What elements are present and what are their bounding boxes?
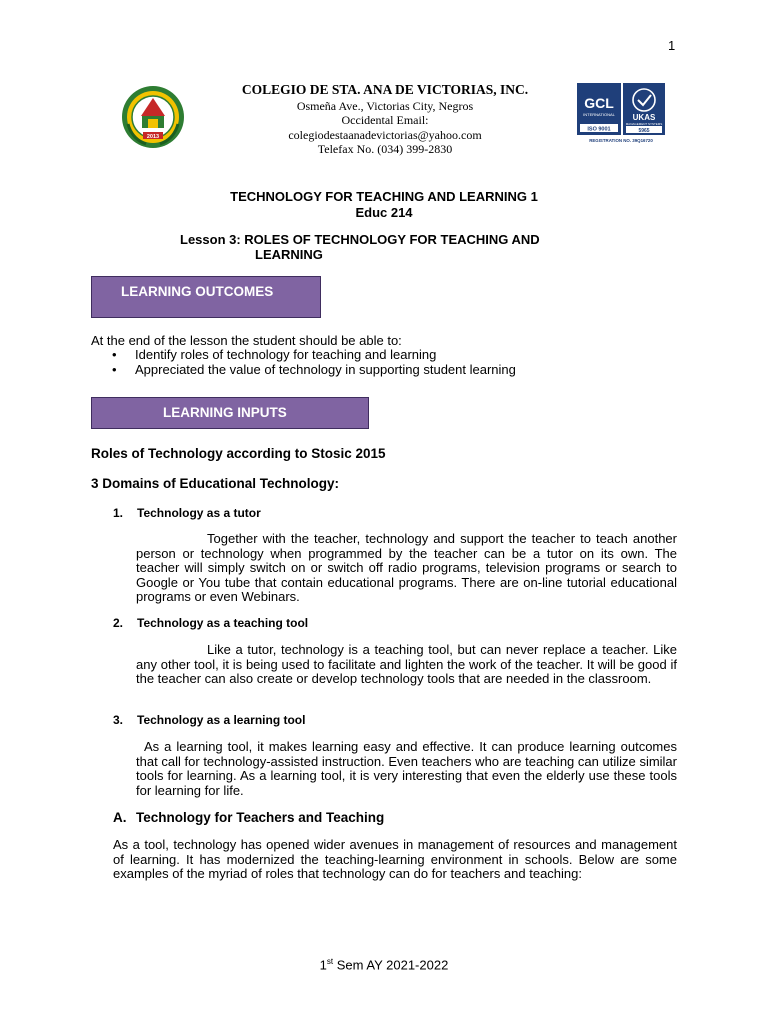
certification-logo xyxy=(576,82,666,144)
learning-inputs-box: LEARNING INPUTS xyxy=(91,397,369,429)
svg-text:MANAGEMENT SYSTEMS: MANAGEMENT SYSTEMS xyxy=(625,122,663,126)
list-item: • Identify roles of technology for teaching and learning xyxy=(110,348,516,363)
domain-item-1-body: Together with the teacher, technology and support the teacher to teach another person or technology when programmed by the teacher can be a tutor on its own. The teacher will simply switch on or switch off radio programs, television programs or search to Google or You tube that contain educational programs. There are on-line tutorial educational programs or even Webinars. xyxy=(136,531,677,604)
cert-gcl-text: GCL xyxy=(584,95,614,111)
learning-outcomes-box: LEARNING OUTCOMES xyxy=(91,276,321,318)
section-a-body: As a tool, technology has opened wider avenues in management of resources and management of learning. It has modernized the teaching-learning environment in schools. Below are some examples of the myriad of roles that technology can do for teachers and teaching: xyxy=(113,837,677,881)
svg-text:5965: 5965 xyxy=(638,127,650,134)
school-info xyxy=(190,83,580,157)
roles-heading: Roles of Technology according to Stosic 2015 xyxy=(91,446,386,461)
lesson-title-line-1: Lesson 3: ROLES OF TECHNOLOGY FOR TEACHING AND xyxy=(180,232,540,247)
course-code: Educ 214 xyxy=(355,205,413,220)
school-name: COLEGIO DE STA. ANA DE VICTORIAS, INC. xyxy=(241,82,529,97)
section-a-heading: A. Technology for Teachers and Teaching xyxy=(113,810,385,825)
outcomes-bullet-list xyxy=(110,348,516,377)
svg-text:REGISTRATION NO. 39Q16720: REGISTRATION NO. 39Q16720 xyxy=(589,138,653,143)
course-title: TECHNOLOGY FOR TEACHING AND LEARNING 1 xyxy=(230,189,538,204)
list-item: • Appreciated the value of technology in supporting student learning xyxy=(110,363,516,378)
domain-item-1-title: 1. Technology as a tutor xyxy=(113,506,261,520)
outcomes-intro: At the end of the lesson the student should be able to: xyxy=(91,333,402,348)
domains-heading: 3 Domains of Educational Technology: xyxy=(91,476,340,491)
page-number: 1 xyxy=(668,38,676,53)
domain-item-2-title: 2. Technology as a teaching tool xyxy=(113,616,309,630)
footer-semester: 1st Sem AY 2021-2022 xyxy=(319,957,449,973)
domain-item-3-title: 3. Technology as a learning tool xyxy=(113,713,306,727)
seal-year: 2013 xyxy=(146,134,160,140)
address-line-1: Osmeña Ave., Victorias City, Negros xyxy=(296,98,474,113)
svg-text:ISO 9001: ISO 9001 xyxy=(587,126,611,133)
school-seal-logo xyxy=(120,84,186,150)
svg-text:UKAS: UKAS xyxy=(632,113,656,122)
course-title-block xyxy=(0,189,768,221)
lesson-title-line-2: LEARNING xyxy=(255,247,323,262)
school-email: colegiodestaanadevictorias@yahoo.com xyxy=(288,127,482,142)
domain-item-3-body: As a learning tool, it makes learning easy and effective. It can produce learning outcomes that call for technology-assisted instruction. Even teachers who are teaching can utilize similar tools for learning. As a learning tool, it is very interesting that even the elderly use these tools for learning for life. xyxy=(136,739,677,798)
svg-text:INTERNATIONAL: INTERNATIONAL xyxy=(583,112,615,117)
school-telefax: Telefax No. (034) 399-2830 xyxy=(317,142,453,156)
domain-item-2-body: Like a tutor, technology is a teaching tool, but can never replace a teacher. Like any other tool, it is being used to facilitate and lighten the work of the teacher. It will be good if the teacher can also create or develop technology tools that are needed in the classroom. xyxy=(136,642,677,686)
address-line-2: Occidental Email: xyxy=(341,113,429,127)
